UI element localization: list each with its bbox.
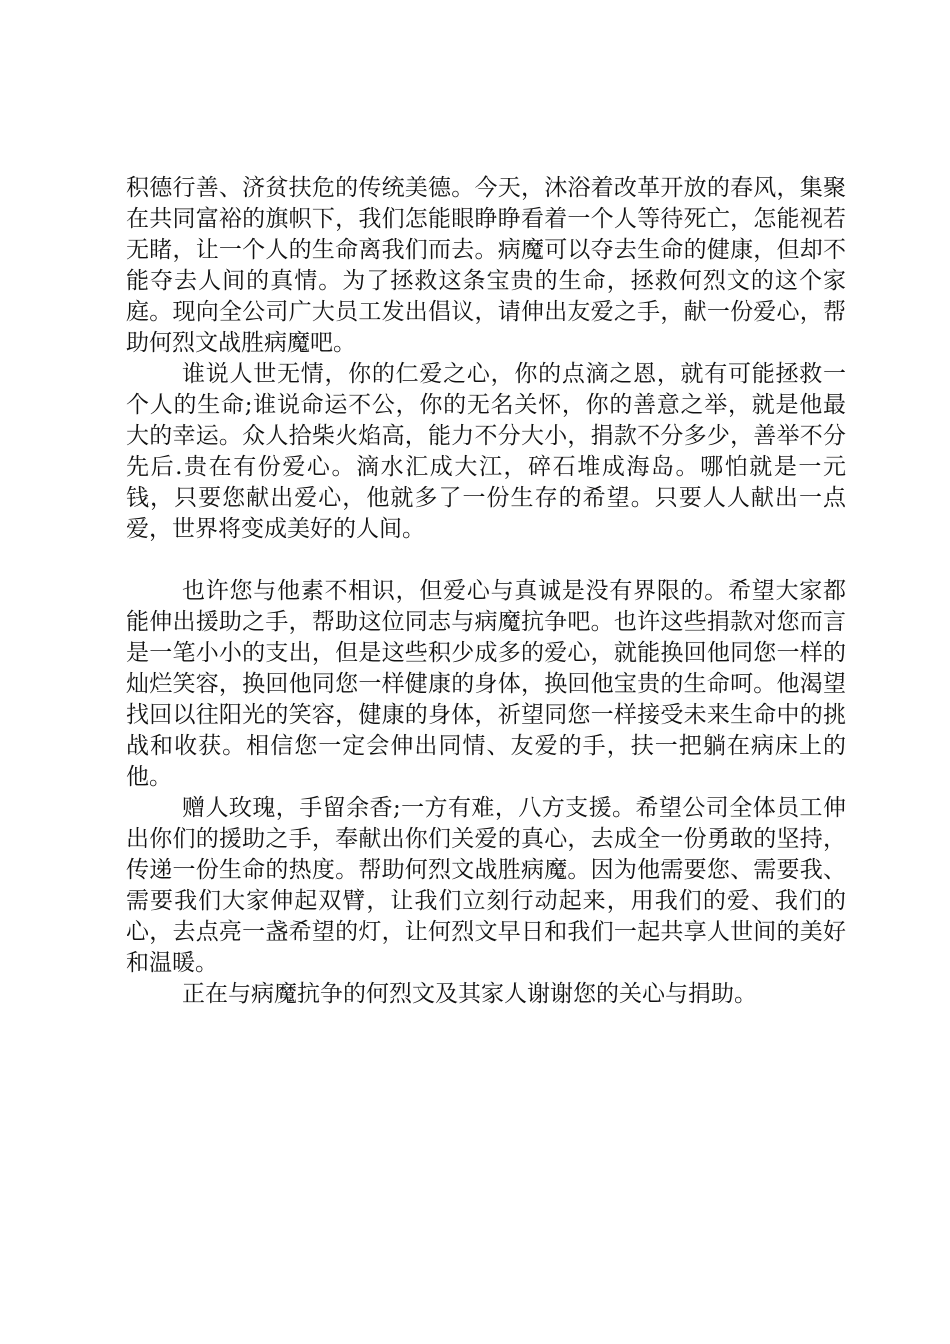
paragraph-hope: 也许您与他素不相识，但爱心与真诚是没有界限的。希望大家都能伸出援助之手，帮助这位同志与病魔抗争吧。也许这些捐款对您而言是一笔小小的支出，但是这些积少成多的爱心，就能换回他同您一样的灿烂笑容，换回他同您一样健康的身体，换回他宝贵的生命呵。他渴望找回以往阳光的笑容，健康的身体，祈望同您一样接受未来生命中的挑战和收获。相信您一定会伸出同情、友爱的手，扶一把躺在病床上的他。 [126,578,846,790]
paragraph-thanks: 正在与病魔抗争的何烈文及其家人谢谢您的关心与捐助。 [182,981,757,1007]
paragraph-continuation: 积德行善、济贫扶危的传统美德。今天，沐浴着改革开放的春风，集聚在共同富裕的旗帜下，我们怎能眼睁睁看着一个人等待死亡，怎能视若无睹，让一个人的生命离我们而去。病魔可以夺去生命的健康，但却不能夺去人间的真情。为了拯救这条宝贵的生命，拯救何烈文的这个家庭。现向全公司广大员工发出倡议，请伸出友爱之手，献一份爱心，帮助何烈文战胜病魔吧。 [126,175,846,356]
document-body [126,173,846,1010]
paragraph-plea: 谁说人世无情，你的仁爱之心，你的点滴之恩，就有可能拯救一个人的生命;谁说命运不公，你的无名关怀，你的善意之举，就是他最大的幸运。众人拾柴火焰高，能力不分大小，捐款不分多少，善举不分先后.贵在有份爱心。滴水汇成大江，碎石堆成海岛。哪怕就是一元钱，只要您献出爱心，他就多了一份生存的希望。只要人人献出一点爱，世界将变成美好的人间。 [126,361,846,542]
paragraph-call-to-action: 赠人玫瑰，手留余香;一方有难，八方支援。希望公司全体员工伸出你们的援助之手，奉献出你们关爱的真心，去成全一份勇敢的坚持，传递一份生命的热度。帮助何烈文战胜病魔。因为他需要您、需要我、需要我们大家伸起双臂，让我们立刻行动起来，用我们的爱、我们的心，去点亮一盏希望的灯，让何烈文早日和我们一起共享人世间的美好和温暖。 [126,795,846,976]
